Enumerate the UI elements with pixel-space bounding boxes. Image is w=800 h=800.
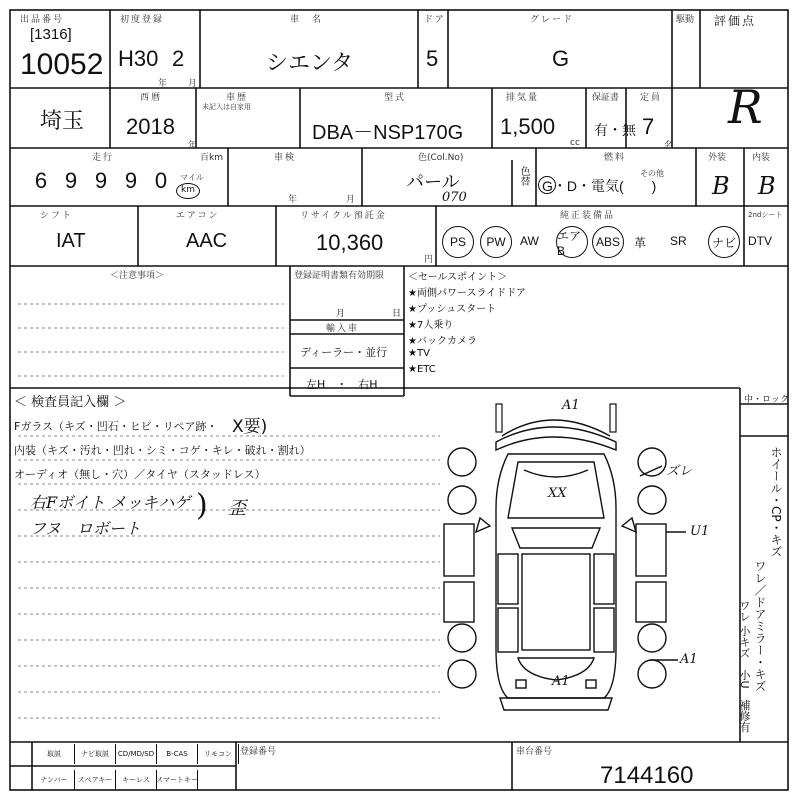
prefecture: 埼玉 bbox=[40, 108, 85, 133]
footer-option: B-CAS bbox=[157, 744, 198, 764]
car-name-label: 車 名 bbox=[290, 15, 324, 25]
car-name: シエンタ bbox=[266, 50, 354, 75]
lock-label: 中・ロック bbox=[744, 395, 789, 405]
exterior-label: 外装 bbox=[708, 153, 727, 163]
inspection-label: 車検 bbox=[274, 153, 297, 163]
equip-label: 純正装備品 bbox=[560, 211, 616, 221]
warranty-value: 有・無 bbox=[594, 122, 636, 138]
second-seat: 2ndシート bbox=[748, 211, 783, 219]
drive-label: 駆動 bbox=[676, 15, 695, 25]
grade: G bbox=[552, 46, 570, 71]
year-unit: 年 bbox=[158, 79, 170, 89]
diagram-mark-quarter: A1 bbox=[680, 652, 698, 667]
capacity: 7 bbox=[642, 114, 655, 139]
grade-label: グレード bbox=[530, 15, 575, 25]
chassis-number: 7144160 bbox=[600, 762, 694, 789]
mile-option: マイル bbox=[180, 173, 204, 182]
sales-point: ★TV bbox=[408, 348, 430, 359]
ac-label: エアコン bbox=[176, 211, 220, 221]
displacement: 1,500 bbox=[500, 114, 556, 139]
import-label: 輸入車 bbox=[326, 324, 360, 334]
regist-day: 日 bbox=[392, 309, 402, 319]
footer-option: キーレス bbox=[116, 770, 157, 790]
lot-number: 10052 bbox=[20, 48, 104, 81]
first-reg-label: 初度登録 bbox=[120, 15, 165, 25]
equipment-item: AW bbox=[520, 234, 539, 248]
recycle-label: リサイクル預託金 bbox=[300, 211, 387, 221]
handwritten-note-2: フヌ ロボート bbox=[30, 519, 141, 538]
fuel-value: G・D・電気( ) bbox=[542, 178, 657, 194]
mileage-digit: 9 bbox=[94, 168, 108, 193]
color: パール bbox=[406, 172, 460, 192]
fuel-other: その他 bbox=[640, 169, 664, 178]
handwritten-note-1: 右Fボイト メッキハゲ bbox=[30, 493, 191, 512]
exterior-grade: B bbox=[712, 172, 730, 200]
history-label: 車歴 bbox=[226, 93, 249, 103]
footer-option: リモコン bbox=[198, 744, 239, 764]
shift-label: シフト bbox=[40, 211, 74, 221]
mileage-digit: 0 bbox=[154, 168, 168, 193]
sales-point: ★プッシュスタート bbox=[408, 304, 497, 315]
caution-label: ＜注意事項＞ bbox=[110, 271, 165, 281]
mileage-unit-label: 百km bbox=[200, 153, 223, 163]
km-option: km bbox=[181, 185, 195, 195]
type-label: 型式 bbox=[384, 93, 407, 103]
equipment-item: ABS bbox=[592, 226, 624, 258]
score: R bbox=[728, 80, 763, 134]
steering-option: 左H ・ 右H bbox=[306, 378, 378, 391]
ac: AAC bbox=[186, 230, 228, 252]
audio-line: オーディオ（無し・穴）／タイヤ（スタッドレス） bbox=[14, 468, 266, 481]
handwritten-bracket: ) bbox=[196, 488, 208, 523]
diagram-mark-hood: XX bbox=[548, 486, 567, 501]
warranty-label: 保証書 bbox=[592, 93, 620, 103]
shift: IAT bbox=[56, 230, 86, 252]
regist-label: 登録証明書類有効期限 bbox=[294, 271, 385, 281]
inspection-month-unit: 月 bbox=[346, 195, 356, 205]
side-note-1: ホイール・CP・キズ bbox=[769, 446, 783, 558]
side-note-3: ワレ 小キズ 小U 補修有 bbox=[738, 600, 751, 733]
equipment-item: エアB bbox=[556, 226, 588, 258]
sales-point: ★ETC bbox=[408, 364, 436, 375]
equipment-item: ナビ bbox=[708, 226, 740, 258]
score-label: 評価点 bbox=[714, 14, 757, 28]
mileage-digit: 6 bbox=[34, 168, 48, 193]
history-sub: 未記入は自家用 bbox=[202, 103, 251, 111]
footer-option: 取説 bbox=[34, 744, 75, 764]
diagram-mark-rear: A1 bbox=[552, 674, 570, 689]
glass-mark: X要) bbox=[232, 417, 268, 437]
side-note-2: ワレ／ドアミラー・キズ bbox=[753, 560, 767, 692]
footer-option: ナビ取説 bbox=[75, 744, 116, 764]
footer-row-2 bbox=[34, 770, 198, 790]
chassis-label: 車台番号 bbox=[516, 747, 553, 757]
diagram-mark-fender: ズレ bbox=[666, 464, 693, 479]
sales-point: ★両側パワースライドドア bbox=[408, 288, 526, 299]
inspection-year-unit: 年 bbox=[288, 195, 298, 205]
mileage-digit: 9 bbox=[124, 168, 138, 193]
model-year-unit: 年 bbox=[188, 141, 198, 151]
interior-line: 内装（キズ・汚れ・凹れ・シミ・コゲ・キレ・破れ・割れ） bbox=[14, 444, 311, 457]
mileage-label: 走行 bbox=[92, 153, 115, 163]
recycle: 10,360 bbox=[316, 230, 384, 255]
color-change: 色替 bbox=[518, 166, 529, 186]
equipment-item: SR bbox=[670, 234, 687, 248]
month-unit: 月 bbox=[188, 79, 200, 89]
regist-month: 月 bbox=[336, 309, 346, 319]
sales-label: ＜セールスポイント＞ bbox=[408, 272, 508, 283]
mileage-digit: 9 bbox=[64, 168, 78, 193]
equipment-row bbox=[438, 226, 788, 260]
dealer-option: ディーラー・並行 bbox=[300, 346, 388, 359]
color-label: 色(Col.No) bbox=[418, 153, 464, 163]
model-year: 2018 bbox=[126, 114, 175, 139]
yen-unit: 円 bbox=[424, 255, 434, 265]
footer-row-1 bbox=[34, 744, 239, 764]
first-reg-era: H30 bbox=[118, 46, 159, 71]
footer-option: CD/MD/SD bbox=[116, 744, 157, 764]
lot-sub: [1316] bbox=[30, 26, 72, 43]
doors: 5 bbox=[426, 46, 439, 71]
capacity-label: 定員 bbox=[640, 93, 663, 103]
equipment-item: DTV bbox=[748, 234, 772, 248]
reg-no-label: 登録番号 bbox=[240, 747, 277, 757]
interior-grade: B bbox=[758, 172, 776, 200]
first-reg-month: 2 bbox=[172, 46, 185, 71]
interior-label: 内装 bbox=[752, 153, 771, 163]
equipment-item: PS bbox=[442, 226, 474, 258]
cc-unit: cc bbox=[570, 138, 580, 148]
diagram-mark-door: U1 bbox=[690, 524, 710, 539]
capacity-unit: 名 bbox=[664, 141, 674, 151]
footer-option: ナンバー bbox=[34, 770, 75, 790]
inspector-title: ＜ 検査員記入欄 ＞ bbox=[14, 395, 127, 410]
displacement-label: 排気量 bbox=[506, 93, 540, 103]
equipment-item: PW bbox=[480, 226, 512, 258]
glass-line: Fガラス（キズ・凹石・ヒビ・リペア跡・ bbox=[14, 420, 218, 433]
type-value: DBA－NSP170G bbox=[312, 122, 464, 144]
diagram-mark-front: A1 bbox=[562, 398, 580, 413]
footer-option: スペアキー bbox=[75, 770, 116, 790]
color-no: 070 bbox=[442, 190, 467, 205]
sales-point: ★バックカメラ bbox=[408, 336, 477, 347]
handwritten-distortion: 歪 bbox=[228, 498, 246, 519]
sales-point: ★7人乗り bbox=[408, 320, 454, 331]
car-diagram bbox=[440, 398, 740, 740]
footer-option: スマートキー bbox=[157, 770, 198, 790]
doors-label: ドア bbox=[424, 15, 446, 25]
equipment-item: 革 bbox=[634, 236, 647, 250]
fuel-label: 燃料 bbox=[604, 153, 627, 163]
lot-label: 出品番号 bbox=[20, 15, 65, 25]
model-year-label: 西暦 bbox=[140, 93, 163, 103]
